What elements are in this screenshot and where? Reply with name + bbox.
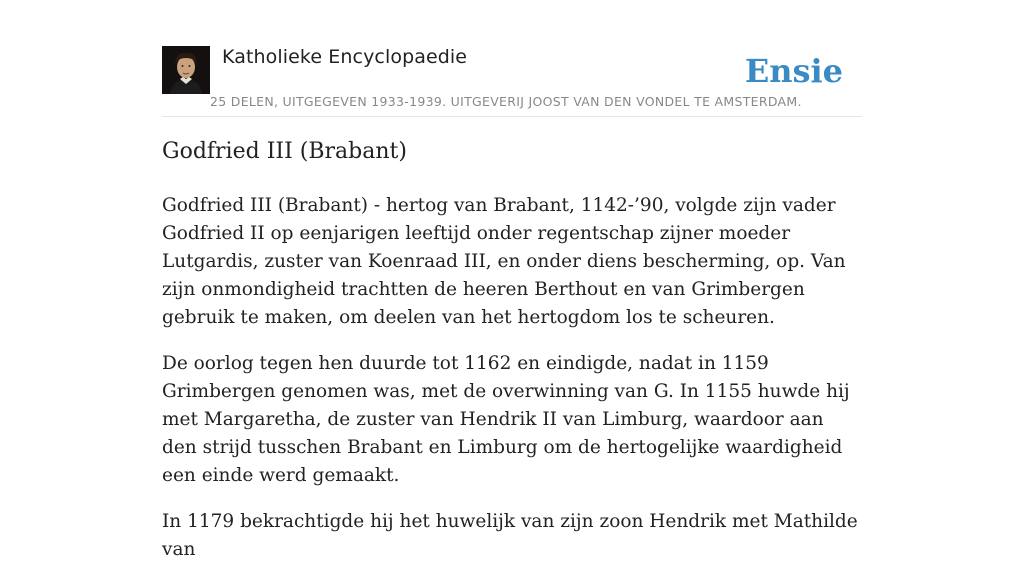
- source-header: [162, 46, 862, 117]
- source-title[interactable]: Katholieke Encyclopaedie: [222, 46, 468, 68]
- article-title: Godfried III (Brabant): [162, 139, 407, 164]
- article-paragraph: Godfried III (Brabant) - hertog van Brabant, 1142-’90, volgde zijn vader Godfried II op eenjarigen leeftijd onder regentschap zijner moeder Lutgardis, zuster van Koenraad III, en onder diens bescherming, op. Van zijn onmondigheid trachtten de heeren Berthout en van Grimbergen gebruik te maken, om deelen van het hertogdom los te scheuren.: [162, 195, 846, 328]
- brand-logo-link[interactable]: Ensie: [744, 52, 843, 90]
- article-paragraph: De oorlog tegen hen duurde tot 1162 en eindigde, nadat in 1159 Grimbergen genomen was, met de overwinning van G. In 1155 huwde hij met Margaretha, de zuster van Hendrik II van Limburg, waardoor aan den strijd tusschen Brabant en Limburg om de hertogelijke waardigheid een einde werd gemaakt.: [162, 353, 850, 486]
- article-body: [162, 192, 862, 582]
- portrait-avatar-icon[interactable]: [162, 46, 210, 94]
- article-paragraph: In 1179 bekrachtigde hij het huwelijk van zijn zoon Hendrik met Mathilde van: [162, 511, 858, 560]
- source-subtitle: 25 DELEN, UITGEGEVEN 1933-1939. UITGEVERIJ JOOST VAN DEN VONDEL TE AMSTERDAM.: [210, 94, 802, 109]
